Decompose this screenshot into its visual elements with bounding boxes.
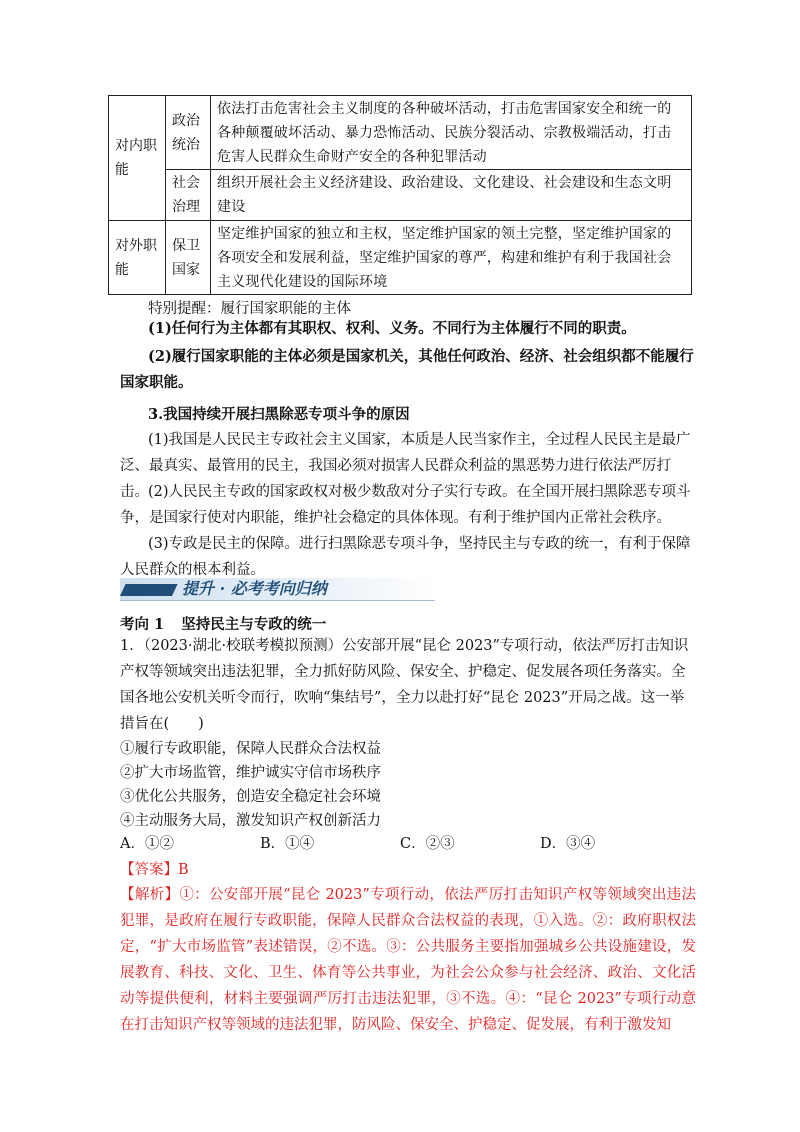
statement-option: ③优化公共服务，创造安全稳定社会环境 [120,789,381,805]
state-functions-table [108,95,692,295]
table-cell-type: 社会治理 [166,170,211,221]
question-stem: 1．（2023·湖北·校联考模拟预测）公安部开展“昆仑 2023”专项行动，依法严厉打击知识产权等领域突出违法犯罪，全力抓好防风险、保安全、护稳定、促发展各项任务落实。全国各地公安机关听令而行，吹响“集结号”，全力以赴打好“昆仑 2023”开局之战。这一举措旨在( ) [120,638,689,732]
choice-a[interactable]: A．①② [120,836,174,852]
kaoxiang-title: 坚持民主与专政的统一 [181,616,327,633]
table-cell-type: 保卫国家 [166,221,211,295]
table-cell-desc: 坚定维护国家的独立和主权，坚定维护国家的领土完整，坚定维护国家的各项安全和发展利益，坚定维护国家的尊严，构建和维护有利于我国社会主义现代化建设的国际环境 [211,221,692,295]
table-cell-desc: 组织开展社会主义经济建设、政治建设、文化建设、社会建设和生态文明建设 [211,170,692,221]
section3-heading: 3.我国持续开展扫黑除恶专项斗争的原因 [148,406,410,423]
kaoxiang-heading [120,613,326,634]
table-row [109,170,692,221]
table-row [109,221,692,295]
choice-c[interactable]: C．②③ [400,836,455,852]
answer-label: 【答案】B [120,862,189,878]
analysis-text: 【解析】①：公安部开展“昆仑 2023”专项行动，依法严厉打击知识产权等领域突出违法犯罪，是政府在履行专政职能，保障人民群众合法权益的表现，①入选。②：政府职权法定，“扩大市场监管”表述错误，②不选。③：公共服务主要指加强城乡公共设施建设，发展教育、科技、文化、卫生、体育等公共事业，为社会公众参与社会经济、政治、文化活动等提供便利，材料主要强调严厉打击违法犯罪，③不选。④：“昆仑 2023”专项行动意在打击知识产权等领域的违法犯罪，防风险、保安全、护稳定、促发展，有利于激发知 [120,887,696,1033]
section3-paragraph-2: (2)人民民主专政的国家政权对极少数敌对分子实行专政。在全国开展扫黑除恶专项斗争，是国家行使对内职能，维护社会稳定的具体体现。有利于维护国内正常社会秩序。 [120,484,691,526]
choice-d[interactable]: D．③④ [540,836,596,852]
banner-accent-bar [120,584,178,596]
answer-choices [120,832,696,856]
table-cell-group: 对内职能 [109,96,166,221]
banner-underline [120,600,435,601]
tip-paragraph-2: (2)履行国家职能的主体必须是国家机关，其他任何政治、经济、社会组织都不能履行国家职能。 [120,348,694,391]
statement-option: ④主动服务大局，激发知识产权创新活力 [120,813,381,829]
table-cell-desc: 依法打击危害社会主义制度的各种破坏活动，打击危害国家安全和统一的各种颠覆破坏活动、暴力恐怖活动、民族分裂活动、宗教极端活动，打击危害人民群众生命财产安全的各种犯罪活动 [211,96,692,170]
tip-title: 特别提醒：履行国家职能的主体 [148,301,351,317]
banner-title: 提升 · 必考考向归纳 [182,579,327,598]
choice-b[interactable]: B．①④ [260,836,315,852]
tip-paragraph-1: (1)任何行为主体都有其职权、权利、义务。不同行为主体履行不同的职责。 [148,320,636,337]
statement-option: ①履行专政职能，保障人民群众合法权益 [120,741,381,757]
section3-paragraph-1: (1)我国是人民民主专政社会主义国家，本质是人民当家作主，全过程人民民主是最广泛、最真实、最管用的民主，我国必须对损害人民群众利益的黑恶势力进行依法严厉打击。 [120,432,691,500]
section-banner [120,578,435,600]
table-cell-group: 对外职能 [109,221,166,295]
kaoxiang-label: 考向 1 [120,616,165,633]
section3-paragraph-3: (3)专政是民主的保障。进行扫黑除恶专项斗争，坚持民主与专政的统一，有利于保障人民群众的根本利益。 [120,536,691,578]
table-cell-type: 政治统治 [166,96,211,170]
statement-option: ②扩大市场监管，维护诚实守信市场秩序 [120,765,381,781]
table-row [109,96,692,170]
